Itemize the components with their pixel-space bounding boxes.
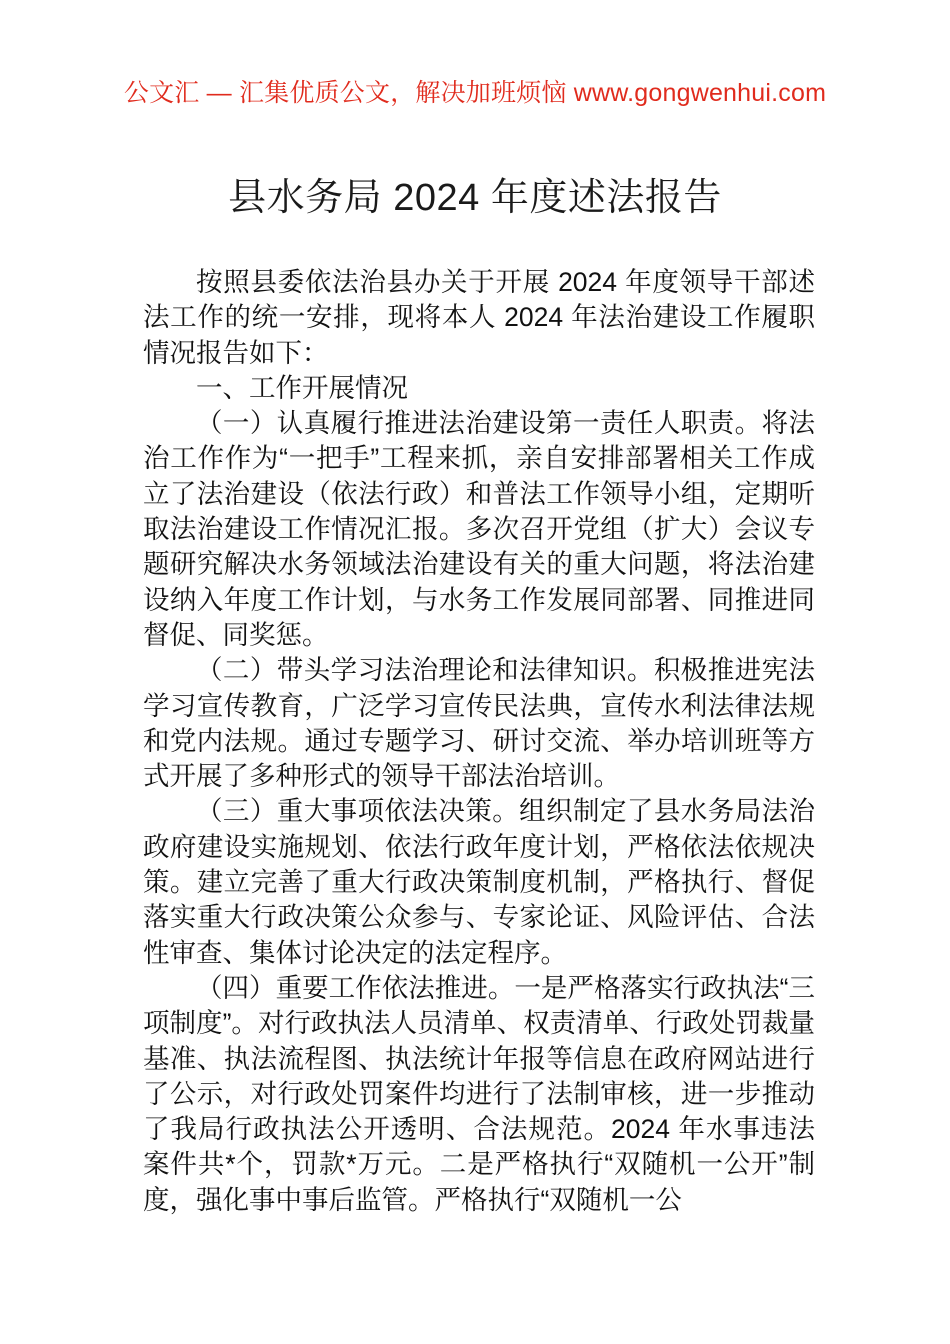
watermark-slogan: 公文汇 — 汇集优质公文，解决加班烦恼: [123, 79, 574, 107]
watermark-header: [0, 76, 950, 110]
paragraph-intro: 按照县委依法治县办关于开展 2024 年度领导干部述法工作的统一安排，现将本人 2024 年法治建设工作履职情况报告如下：: [143, 267, 815, 368]
section-heading-1: 一、工作开展情况: [196, 372, 408, 403]
paragraph-item-1: （一）认真履行推进法治建设第一责任人职责。将法治工作作为“一把手”工程来抓，亲自安排部署相关工作成立了法治建设（依法行政）和普法工作领导小组，定期听取法治建设工作情况汇报。多次召开党组（扩大）会议专题研究解决水务领域法治建设有关的重大问题，将法治建设纳入年度工作计划，与水务工作发展同部署、同推进同督促、同奖惩。: [143, 408, 815, 650]
paragraph-item-4: （四）重要工作依法推进。一是严格落实行政执法“三项制度”。对行政执法人员清单、权责清单、行政处罚裁量基准、执法流程图、执法统计年报等信息在政府网站进行了公示，对行政处罚案件均进行了法制审核，进一步推动了我局行政执法公开透明、合法规范。2024 年水事违法案件共*个，罚款*万元。二是严格执行“双随机一公开”制度，强化事中事后监管。严格执行“双随机一公: [143, 972, 815, 1215]
document-body: [143, 265, 815, 1218]
watermark-url: www.gongwenhui.com: [573, 79, 827, 107]
paragraph-item-2: （二）带头学习法治理论和法律知识。积极推进宪法学习宣传教育，广泛学习宣传民法典，宣传水利法律法规和党内法规。通过专题学习、研讨交流、举办培训班等方式开展了多种形式的领导干部法治培训。: [143, 655, 815, 792]
paragraph-item-3: （三）重大事项依法决策。组织制定了县水务局法治政府建设实施规划、依法行政年度计划，严格依法依规决策。建立完善了重大行政决策制度机制，严格执行、督促落实重大行政决策公众参与、专家论证、风险评估、合法性审查、集体讨论决定的法定程序。: [143, 796, 815, 968]
page-title: 县水务局 2024 年度述法报告: [228, 177, 722, 219]
